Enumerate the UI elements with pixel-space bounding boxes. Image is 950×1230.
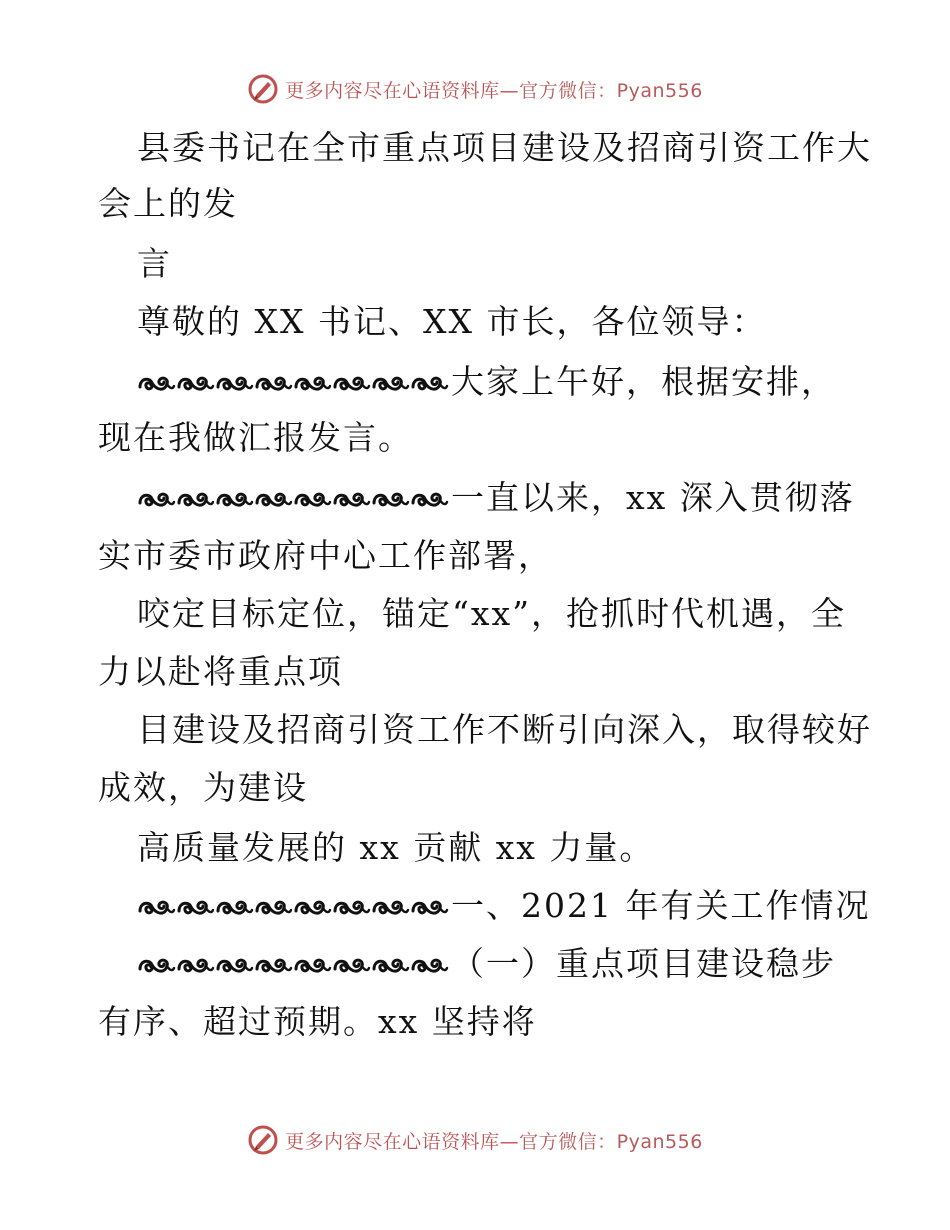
ornament-scroll-icon bbox=[137, 373, 449, 395]
header-banner bbox=[0, 72, 950, 106]
paragraph-text: 一直以来，xx 深入贯彻落 bbox=[451, 478, 855, 517]
section-heading bbox=[137, 886, 870, 926]
paragraph-line bbox=[137, 362, 836, 402]
ornament-scroll-icon bbox=[137, 955, 449, 977]
footer-banner bbox=[0, 1123, 950, 1157]
banner-wechat: 官方微信：Pyan556 bbox=[519, 1130, 703, 1153]
salutation: 尊敬的 XX 书记、XX 市长，各位领导： bbox=[137, 302, 767, 341]
paragraph-line: 高质量发展的 xx 贡献 xx 力量。 bbox=[137, 828, 655, 867]
ornament-scroll-icon bbox=[137, 897, 449, 919]
logo-icon bbox=[247, 1124, 279, 1156]
paragraph-line: 目建设及招商引资工作不断引向深入，取得较好 bbox=[137, 710, 872, 749]
doc-title-line-1: 县委书记在全市重点项目建设及招商引资工作大 bbox=[137, 128, 872, 167]
ornament-scroll-icon bbox=[137, 489, 449, 511]
subsection-heading-text: （一）重点项目建设稳步 bbox=[451, 944, 836, 983]
banner-dash: — bbox=[499, 79, 520, 102]
banner-dash: — bbox=[499, 1130, 520, 1153]
doc-title-line-2: 会上的发 bbox=[98, 184, 238, 223]
paragraph-line: 有序、超过预期。xx 坚持将 bbox=[98, 1002, 537, 1041]
banner-title: 更多内容尽在心语资料库 bbox=[285, 1130, 500, 1153]
doc-title-line-3: 言 bbox=[137, 244, 172, 283]
banner-title: 更多内容尽在心语资料库 bbox=[285, 79, 500, 102]
subsection-heading bbox=[137, 944, 836, 984]
logo-icon bbox=[247, 73, 279, 105]
paragraph-line: 成效，为建设 bbox=[98, 768, 308, 807]
paragraph-text: 大家上午好，根据安排， bbox=[451, 362, 836, 401]
paragraph-line: 咬定目标定位，锚定“xx”，抢抓时代机遇，全 bbox=[137, 594, 846, 633]
paragraph-line: 现在我做汇报发言。 bbox=[98, 418, 413, 457]
paragraph-line bbox=[137, 478, 855, 518]
paragraph-line: 力以赴将重点项 bbox=[98, 652, 343, 691]
paragraph-line: 实市委市政府中心工作部署， bbox=[98, 536, 553, 575]
section-heading-text: 一、2021 年有关工作情况 bbox=[451, 886, 871, 925]
banner-wechat: 官方微信：Pyan556 bbox=[519, 79, 703, 102]
